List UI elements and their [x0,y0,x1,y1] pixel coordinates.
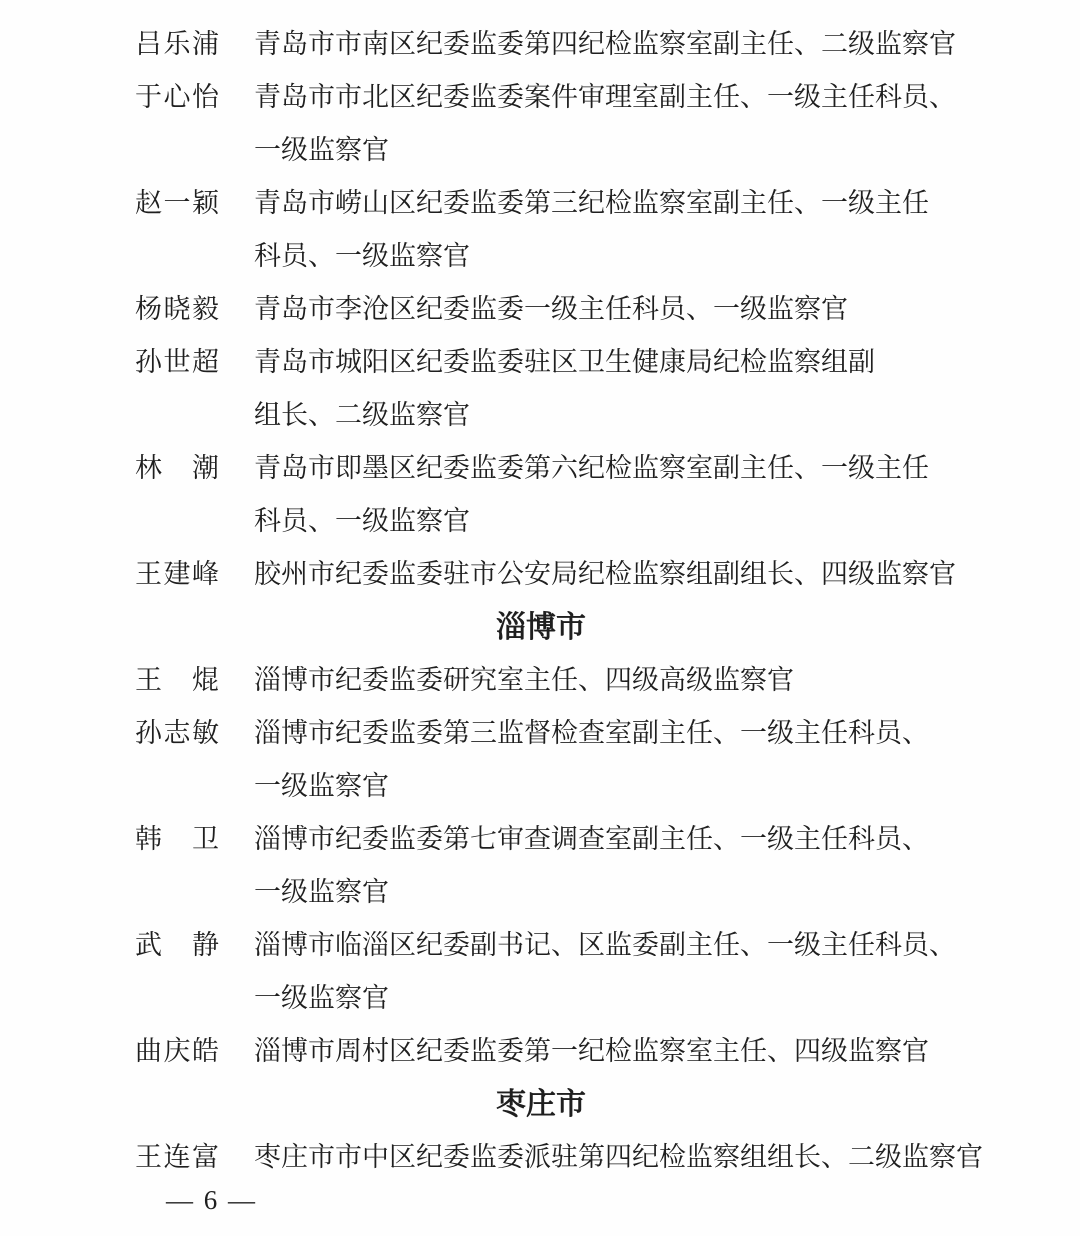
position-text: 一级监察官 [254,135,389,165]
person-name: 林 潮 [135,453,219,483]
position-text: 一级监察官 [254,771,389,801]
person-name: 武 静 [135,930,219,960]
position-text: 胶州市纪委监委驻市公安局纪检监察组副组长、四级监察官 [254,559,956,589]
person-name: 孙世超 [135,347,219,377]
position-text: 一级监察官 [254,983,389,1013]
list-item [135,813,947,866]
position-text: 一级监察官 [254,877,389,907]
person-name: 王 焜 [135,665,219,695]
list-item [135,919,956,972]
list-item [135,1025,947,1078]
position-text: 淄博市纪委监委第七审查调查室副主任、一级主任科员、 [254,824,929,854]
list-item [135,177,947,230]
person-name: 孙志敏 [135,718,219,748]
position-text: 组长、二级监察官 [254,400,470,430]
person-name: 吕乐浦 [135,29,219,59]
person-name: 曲庆皓 [135,1036,219,1066]
list-item [135,18,956,71]
position-continuation [135,389,947,442]
list-item [135,336,947,389]
position-text: 淄博市纪委监委第三监督检查室副主任、一级主任科员、 [254,718,929,748]
section-title: 淄博市 [496,611,586,644]
position-continuation [135,972,947,1025]
position-text: 青岛市城阳区纪委监委驻区卫生健康局纪检监察组副 [254,347,875,377]
position-text: 青岛市即墨区纪委监委第六纪检监察室副主任、一级主任 [254,453,929,483]
section-header-zaozhuang [135,1078,947,1131]
position-continuation [135,230,947,283]
position-continuation [135,495,947,548]
position-text: 青岛市市南区纪委监委第四纪检监察室副主任、二级监察官 [254,29,956,59]
personnel-list [135,18,983,1184]
person-name: 王连富 [135,1142,219,1172]
list-item [135,707,947,760]
position-continuation [135,866,947,919]
person-name: 于心怡 [135,82,219,112]
list-item [135,1131,983,1184]
position-continuation [135,760,947,813]
position-text: 科员、一级监察官 [254,506,470,536]
position-text: 青岛市市北区纪委监委案件审理室副主任、一级主任科员、 [254,82,956,112]
position-text: 青岛市崂山区纪委监委第三纪检监察室副主任、一级主任 [254,188,929,218]
person-name: 杨晓毅 [135,294,219,324]
list-item [135,442,947,495]
list-item [135,283,947,336]
list-item [135,71,956,124]
person-name: 王建峰 [135,559,219,589]
list-item [135,654,947,707]
person-name: 韩 卫 [135,824,219,854]
position-continuation [135,124,947,177]
person-name: 赵一颖 [135,188,219,218]
list-item [135,548,956,601]
position-text: 枣庄市市中区纪委监委派驻第四纪检监察组组长、二级监察官 [254,1142,983,1172]
page-number: — 6 — [166,1185,257,1215]
position-text: 淄博市周村区纪委监委第一纪检监察室主任、四级监察官 [254,1036,929,1066]
position-text: 科员、一级监察官 [254,241,470,271]
position-text: 淄博市纪委监委研究室主任、四级高级监察官 [254,665,794,695]
section-title: 枣庄市 [496,1088,586,1121]
section-header-zibo [135,601,947,654]
position-text: 青岛市李沧区纪委监委一级主任科员、一级监察官 [254,294,848,324]
position-text: 淄博市临淄区纪委副书记、区监委副主任、一级主任科员、 [254,930,956,960]
